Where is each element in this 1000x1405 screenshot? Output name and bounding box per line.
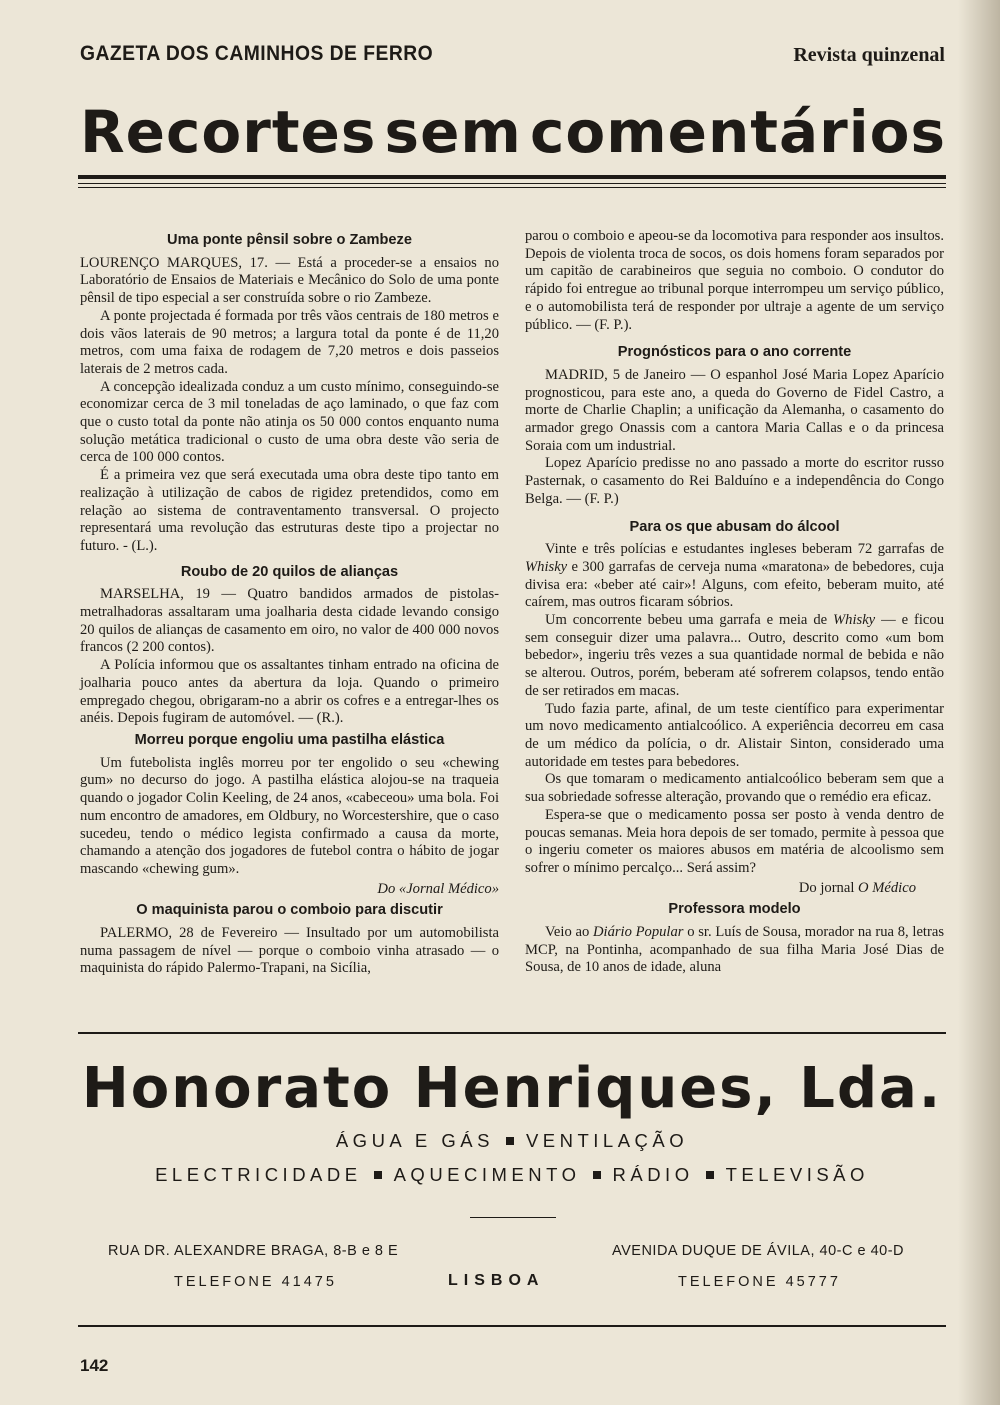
section-title-word: Recortes [80,98,377,166]
article-source: Do «Jornal Médico» [377,880,499,897]
article-heading: Prognósticos para o ano corrente [617,344,852,361]
article-paragraph: Um futebolista inglês morreu por ter engolido o seu «chewing gum» no decurso do jogo. A pastilha elástica alojou-se na traqueia quando o jogador Colin Keeling, de 24 anos, «cabeceou» uma bola. Foi num encontro de amadores, em Oldbury, no Worcestershire, que o caso sucedeu, tendo o médico legista confirmado a causa da morte, chamando a atenção dos jogadores de futebol contra o hábito de jogar mascando «chewing gum». [80,754,499,877]
section-title-word: sem [384,98,522,166]
advert-services-line-2: ELECTRICIDADE AQUECIMENTO RÁDIO TELEVISÃO [155,1164,869,1185]
right-column [525,228,944,977]
article-paragraph: Os que tomaram o medicamento antialcoólico beberam sem que a sua sobriedade sofresse alteração, provando que o remédio era eficaz. [525,771,944,806]
square-bullet-icon [706,1171,714,1179]
advert-services-line-1: ÁGUA E GÁS VENTILAÇÃO [335,1130,689,1151]
article-paragraph: Lopez Aparício predisse no ano passado a morte do escritor russo Pasternak, o casamento do Rei Balduíno e a independência do Congo Belga. — (F. P.) [525,455,944,507]
article-heading: O maquinista parou o comboio para discutir [136,902,443,919]
article-heading: Uma ponte pênsil sobre o Zambeze [167,232,412,248]
article-paragraph: PALERMO, 28 de Fevereiro — Insultado por um automobilista numa passagem de nível — porque o comboio vinha atrasado — o maquinista do rápido Palermo-Trapani, na Sicília, [80,925,499,977]
title-rule-thin [78,183,946,184]
advert-divider [470,1217,556,1218]
publication-subtitle: Revista quinzenal [793,44,945,66]
article-paragraph: LOURENÇO MARQUES, 17. — Está a proceder-se a ensaios no Laboratório de Ensaios de Materiais e Mecânico do Solo de uma ponte pênsil de tipo especial a ser construída sobre o rio Zambeze. [80,254,499,307]
article-heading: Roubo de 20 quilos de alianças [180,563,399,580]
article-paragraph: A Polícia informou que os assaltantes tinham entrado na oficina de joalharia pouco antes da abertura da loja. Quando o primeiro empregado chegou, obrigaram-no a abrir os cofres e a entregar-lhes os anéis. Depois fugiram de automóvel. — (R.). [80,657,499,727]
advert-company-name: Honorato Henriques, Lda. [81,1056,943,1121]
left-column [80,228,499,978]
advertisement [78,1032,946,1327]
title-rule-thin [78,187,946,188]
advert-address-right: AVENIDA DUQUE DE ÁVILA, 40-C e 40-D [612,1243,905,1259]
article-paragraph: A ponte projectada é formada por três vãos centrais de 180 metros e dois vãos laterais de 90 metros; a largura total da ponte é de 11,20 metros, com uma faixa de rodagem de 7,20 metros e dois passeios laterais de 2 metros cada. [80,307,499,377]
page-edge-shadow [958,0,1000,1405]
advert-phone-left: TELEFONE 41475 [174,1274,337,1290]
article-paragraph: MADRID, 5 de Janeiro — O espanhol José Maria Lopez Aparício prognosticou, para este ano, a queda do Governo de Fidel Castro, a morte de Charlie Chaplin; a unificação da Alemanha, o casamento do armador grego Onassis com a cantora Maria Callas e o da princesa Soraia com um industrial. [525,366,944,454]
article-heading: Para os que abusam do álcool [629,518,840,535]
advert-address-left: RUA DR. ALEXANDRE BRAGA, 8-B e 8 E [108,1243,399,1259]
advert-city: LISBOA [448,1272,545,1289]
article-paragraph: A concepção idealizada conduz a um custo mínimo, conseguindo-se economizar cerca de 3 mil toneladas de aço laminado, o que faz com que o custo total da ponte não atinja os 50 000 contos enquanto numa solução metática tradicional o custo de uma obra deste vão seria de cerca de 100 000 contos. [80,378,499,466]
square-bullet-icon [374,1171,382,1179]
title-rule-thick [78,175,946,179]
article-paragraph: É a primeira vez que será executada uma obra deste tipo tanto em realização à utilização de cabos de rigidez pretendidos, como em relação ao sistema de contraventamento transversal. O projecto representará uma revolução das estruturas deste tipo a projectar no futuro. - (L.). [80,467,499,554]
article-paragraph: Um concorrente bebeu uma garrafa e meia de Whisky — e ficou sem conseguir dizer uma palavra... Outro, descrito como «um bom bebedor», ingeriu três vezes a sua quantidade normal de bebida e não se alterou. Outros, porém, beberam até sofrerem colapsos, tendo então de ser retirados em macas. [525,612,944,699]
article-source: Do jornal O Médico [798,879,916,896]
article-heading: Morreu porque engoliu uma pastilha elástica [134,731,445,748]
square-bullet-icon [593,1171,601,1179]
publication-name: GAZETA DOS CAMINHOS DE FERRO [80,42,434,65]
square-bullet-icon [506,1137,514,1145]
article-paragraph: parou o comboio e apeou-se da locomotiva para responder aos insultos. Depois de violenta troca de socos, os dois homens foram separados por um capitão de carabineiros que seguia no comboio. O condutor do rápido foi entregue ao tribunal porque interrompeu um serviço público, e o automobilista terá de responder por ultraje a agente de um serviço público. — (F. P.). [525,228,944,333]
advert-phone-right: TELEFONE 45777 [678,1274,841,1290]
article-paragraph: MARSELHA, 19 — Quatro bandidos armados de pistolas-metralhadoras assaltaram uma joalharia desta cidade levando consigo 20 quilos de alianças de casamento em oiro, no valor de 400 000 novos francos (2 200 contos). [80,586,499,656]
page-number: 142 [80,1356,109,1375]
section-title [80,98,946,166]
article-paragraph: Veio ao Diário Popular o sr. Luís de Sousa, morador na rua 8, letras MCP, na Pontinha, acompanhado de sua filha Maria José Dias de Sousa, de 10 anos de idade, aluna [525,924,945,976]
article-paragraph: Vinte e três polícias e estudantes ingleses beberam 72 garrafas de Whisky e 300 garrafas de cerveja numa «maratona» de bebedores, cuja divisa era: «beber até cair»! Alguns, com efeito, beberam muito, até caírem, mas outros ficaram sóbrios. [525,541,944,611]
article-paragraph: Tudo fazia parte, afinal, de um teste científico para experimentar um novo medicamento antialcoólico. A experiência decorreu em casa de um médico da polícia, o dr. Alistair Sinton, considerado uma autoridade em testes para bebedores. [525,700,944,770]
article-paragraph: Espera-se que o medicamento possa ser posto à venda dentro de poucas semanas. Meia hora depois de ser tomado, permite à pessoa que o ingeriu cometer os maiores abusos em matéria de alcoolismo sem sofrer o mínimo percalço... Será assim? [525,806,944,876]
article-heading: Professora modelo [668,901,801,918]
section-title-word: comentários [529,98,946,166]
